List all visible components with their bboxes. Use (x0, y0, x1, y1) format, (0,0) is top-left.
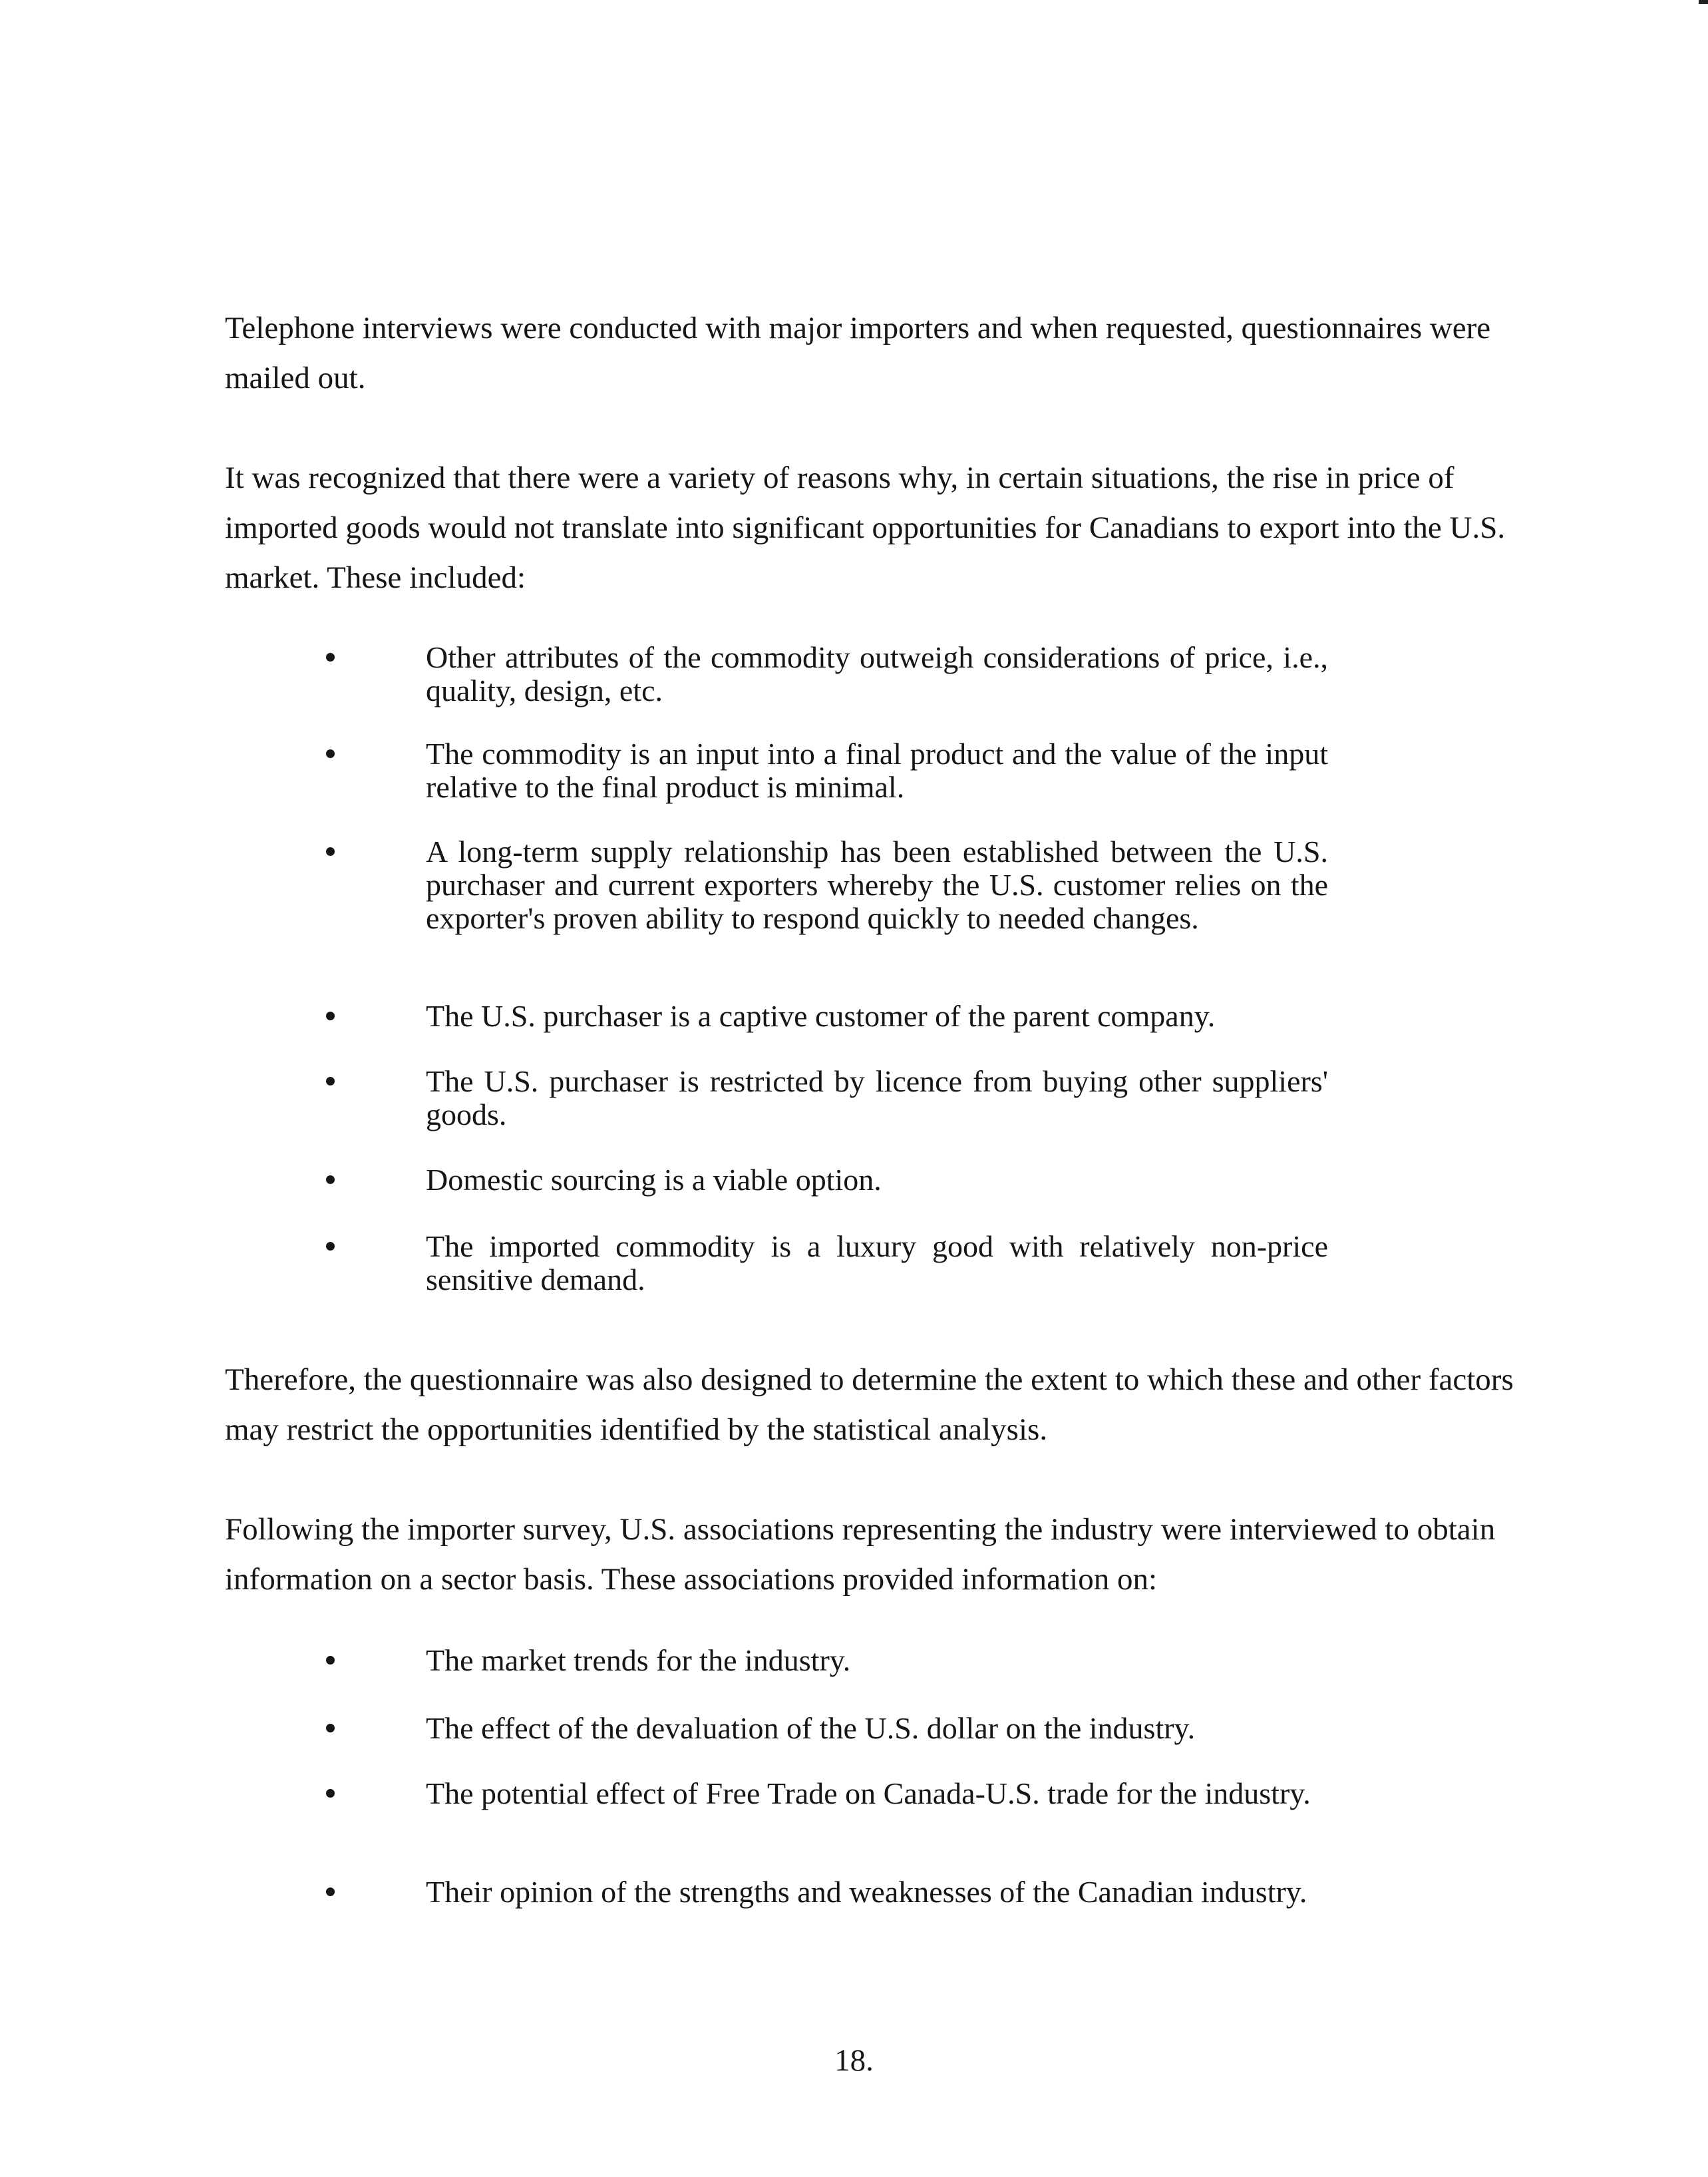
scan-edge-mark (1699, 0, 1708, 4)
bullet-icon (323, 1065, 339, 1081)
list-item-text: Domestic sourcing is a viable option. (426, 1163, 882, 1197)
page-number: 18. (834, 2043, 874, 2078)
bullet-icon (323, 737, 339, 753)
bullet-icon (323, 835, 339, 851)
list-item-text: The U.S. purchaser is restricted by licence from buying other suppliers' goods. (426, 1064, 1328, 1131)
bullet-icon (323, 1712, 339, 1728)
list-item-text: Their opinion of the strengths and weaknesses of the Canadian industry. (426, 1875, 1307, 1909)
list-item-text: The effect of the devaluation of the U.S. dollar on the industry. (426, 1711, 1196, 1745)
list-item-text: The potential effect of Free Trade on Canada-U.S. trade for the industry. (426, 1776, 1311, 1810)
paragraph-associations: Following the importer survey, U.S. associations representing the industry were interviewed to obtain information on a sector basis. These associations provided information on: (225, 1512, 1496, 1597)
bullet-icon (323, 1644, 339, 1660)
bullet-icon (323, 1163, 339, 1179)
list-item-text: The commodity is an input into a final product and the value of the input relative to the final product is minimal. (426, 737, 1328, 804)
list-item-text: The U.S. purchaser is a captive customer of the parent company. (426, 999, 1216, 1033)
list-item-text: A long-term supply relationship has been established between the U.S. purchaser and current exporters whereby the U.S. customer relies on the exporter's proven ability to respond quickly to needed changes. (426, 835, 1328, 935)
list-item-text: Other attributes of the commodity outweigh considerations of price, i.e., quality, design, etc. (426, 640, 1328, 707)
paragraph-reasons-intro: It was recognized that there were a variety of reasons why, in certain situations, the rise in price of imported goods would not translate into significant opportunities for Canadians to export into the U.S. market. These included: (225, 461, 1506, 595)
bullet-icon (323, 1876, 339, 1891)
paragraph-interviews: Telephone interviews were conducted with major importers and when requested, questionnaires were mailed out. (225, 311, 1491, 395)
bullet-icon (323, 1777, 339, 1793)
paragraph-questionnaire: Therefore, the questionnaire was also designed to determine the extent to which these and other factors may restrict the opportunities identified by the statistical analysis. (225, 1362, 1514, 1447)
bullet-icon (323, 1230, 339, 1246)
bullet-icon (323, 641, 339, 657)
list-item-text: The market trends for the industry. (426, 1643, 851, 1677)
list-item-text: The imported commodity is a luxury good with relatively non-price sensitive demand. (426, 1229, 1328, 1296)
bullet-icon (323, 1000, 339, 1016)
